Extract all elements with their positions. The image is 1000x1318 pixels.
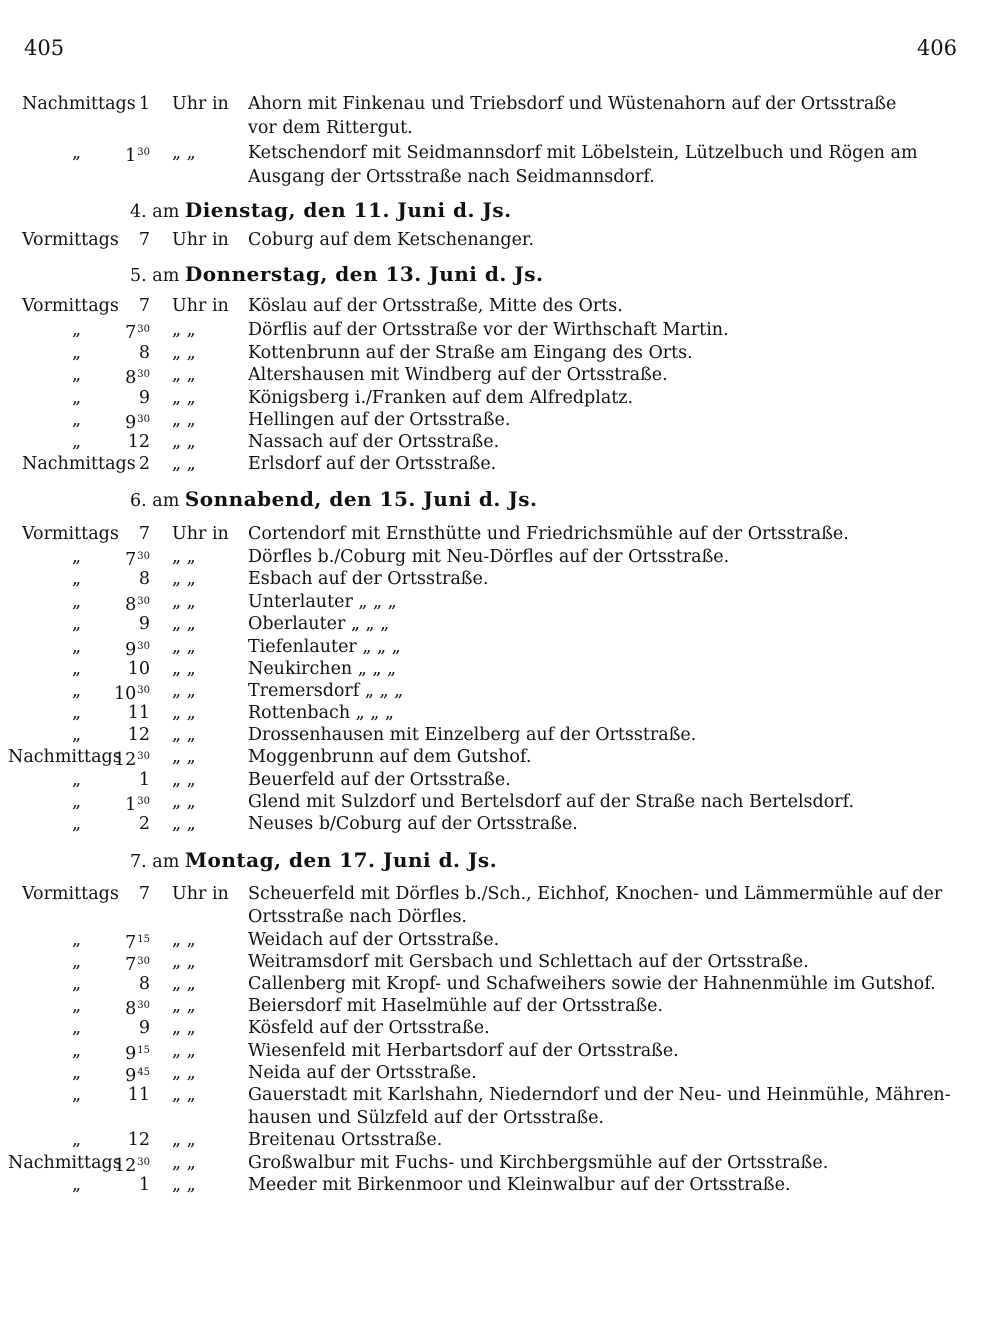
uhr-label: „ „ <box>172 952 196 972</box>
hour: $7^{30}$ <box>125 955 150 975</box>
ditto-mark: „ <box>72 1130 82 1150</box>
hour: $8^{30}$ <box>125 595 150 615</box>
location-text: Moggenbrunn auf dem Gutshof. <box>248 747 532 767</box>
section-number: 5. am <box>130 266 185 286</box>
uhr-label: „ „ <box>172 637 196 657</box>
uhr-label: „ „ <box>172 703 196 723</box>
location-text: Köslau auf der Ortsstraße, Mitte des Orts. <box>248 296 623 316</box>
schedule-row <box>0 635 1000 659</box>
location-text: Neuses b/Coburg auf der Ortsstraße. <box>248 814 578 834</box>
ditto-mark: „ <box>72 703 82 723</box>
ditto-mark: „ <box>72 725 82 745</box>
hour: $8^{30}$ <box>125 999 150 1019</box>
hour: 9 <box>138 388 150 408</box>
ditto-mark: „ <box>72 569 82 589</box>
minutes: 30 <box>137 324 150 335</box>
ditto-mark: „ <box>72 365 82 385</box>
schedule-row <box>0 228 1000 252</box>
location-text: Altershausen mit Windberg auf der Ortsstraße. <box>248 365 668 385</box>
uhr-label: Uhr in <box>172 524 229 544</box>
schedule-row <box>0 972 1000 996</box>
minutes: 30 <box>137 596 150 607</box>
minutes: 15 <box>137 934 150 945</box>
section-number: 4. am <box>130 202 185 222</box>
hour: 8 <box>138 974 150 994</box>
location-text: Königsberg i./Franken auf dem Alfredplatz. <box>248 388 634 408</box>
schedule-row <box>0 363 1000 387</box>
section-title: Donnerstag, den 13. Juni d. Js. <box>184 262 544 286</box>
location-text: Rottenbach „ „ „ <box>248 703 394 723</box>
ditto-mark: „ <box>72 659 82 679</box>
schedule-row <box>0 430 1000 454</box>
schedule-row <box>0 612 1000 636</box>
hour: 1 <box>138 1175 150 1195</box>
time-of-day: Vormittags <box>22 524 119 544</box>
location-text: Beuerfeld auf der Ortsstraße. <box>248 770 511 790</box>
location-text: Weidach auf der Ortsstraße. <box>248 930 500 950</box>
uhr-label: „ „ <box>172 432 196 452</box>
location-text: Neida auf der Ortsstraße. <box>248 1063 477 1083</box>
hour: $7^{15}$ <box>125 933 150 953</box>
hour: $9^{30}$ <box>125 640 150 660</box>
schedule-row <box>0 141 1000 165</box>
hour: $7^{30}$ <box>125 323 150 343</box>
schedule-row <box>0 790 1000 814</box>
uhr-label: „ „ <box>172 1085 196 1105</box>
location-text: Ortsstraße nach Dörfles. <box>248 907 467 927</box>
schedule-row <box>0 1083 1000 1107</box>
schedule-row <box>0 812 1000 836</box>
ditto-mark: „ <box>72 1085 82 1105</box>
section-title: Dienstag, den 11. Juni d. Js. <box>184 198 512 222</box>
uhr-label: „ „ <box>172 681 196 701</box>
time-of-day: Vormittags <box>22 884 119 904</box>
uhr-label: „ „ <box>172 320 196 340</box>
uhr-label: Uhr in <box>172 94 229 114</box>
minutes: 30 <box>137 147 150 158</box>
location-text: Tremersdorf „ „ „ <box>248 681 404 701</box>
schedule-row <box>0 701 1000 725</box>
section-heading <box>130 195 512 225</box>
hour: 11 <box>127 703 150 723</box>
minutes: 30 <box>137 641 150 652</box>
location-text: Wiesenfeld mit Herbartsdorf auf der Ortsstraße. <box>248 1041 679 1061</box>
schedule-row <box>0 294 1000 318</box>
hour: 1 <box>138 94 150 114</box>
uhr-label: „ „ <box>172 1063 196 1083</box>
location-text: Unterlauter „ „ „ <box>248 592 397 612</box>
time-of-day: Vormittags <box>22 230 119 250</box>
location-text: Scheuerfeld mit Dörfles b./Sch., Eichhof, Knochen- und Lämmermühle auf der <box>248 884 943 904</box>
ditto-mark: „ <box>72 1175 82 1195</box>
minutes: 30 <box>137 369 150 380</box>
uhr-label: „ „ <box>172 1041 196 1061</box>
time-of-day: Nachmittags <box>8 1153 122 1173</box>
hour: 12 <box>127 725 150 745</box>
hour: $9^{15}$ <box>125 1044 150 1064</box>
location-text: Ahorn mit Finkenau und Triebsdorf und Wüstenahorn auf der Ortsstraße <box>248 94 897 114</box>
location-text: Kösfeld auf der Ortsstraße. <box>248 1018 490 1038</box>
location-text: Meeder mit Birkenmoor und Kleinwalbur auf der Ortsstraße. <box>248 1175 791 1195</box>
location-text: Dörflis auf der Ortsstraße vor der Wirthschaft Martin. <box>248 320 729 340</box>
hour: 7 <box>138 524 150 544</box>
uhr-label: „ „ <box>172 410 196 430</box>
section-heading <box>130 259 543 289</box>
ditto-mark: „ <box>72 432 82 452</box>
schedule-row <box>0 928 1000 952</box>
ditto-mark: „ <box>72 996 82 1016</box>
schedule-row <box>0 723 1000 747</box>
time-of-day: Nachmittags <box>22 94 136 114</box>
uhr-label: „ „ <box>172 343 196 363</box>
schedule-row <box>0 745 1000 769</box>
minutes: 30 <box>137 414 150 425</box>
uhr-label: „ „ <box>172 614 196 634</box>
minutes: 30 <box>137 956 150 967</box>
hour: 7 <box>138 230 150 250</box>
schedule-row <box>0 1106 1000 1130</box>
minutes: 30 <box>137 551 150 562</box>
uhr-label: „ „ <box>172 659 196 679</box>
ditto-mark: „ <box>72 681 82 701</box>
location-text: Dörfles b./Coburg mit Neu-Dörfles auf der Ortsstraße. <box>248 547 730 567</box>
location-text: Neukirchen „ „ „ <box>248 659 397 679</box>
location-text: Cortendorf mit Ernsthütte und Friedrichsmühle auf der Ortsstraße. <box>248 524 849 544</box>
location-text: Coburg auf dem Ketschenanger. <box>248 230 534 250</box>
ditto-mark: „ <box>72 614 82 634</box>
ditto-mark: „ <box>72 974 82 994</box>
schedule-row <box>0 950 1000 974</box>
uhr-label: „ „ <box>172 454 196 474</box>
ditto-mark: „ <box>72 930 82 950</box>
schedule-row <box>0 1173 1000 1197</box>
minutes: 45 <box>137 1067 150 1078</box>
minutes: 30 <box>137 1157 150 1168</box>
ditto-mark: „ <box>72 770 82 790</box>
schedule-row <box>0 408 1000 432</box>
schedule-row <box>0 318 1000 342</box>
ditto-mark: „ <box>72 952 82 972</box>
time-of-day: Nachmittags <box>8 747 122 767</box>
uhr-label: „ „ <box>172 996 196 1016</box>
hour: $10^{30}$ <box>113 684 150 704</box>
location-text: Nassach auf der Ortsstraße. <box>248 432 500 452</box>
schedule-row <box>0 1016 1000 1040</box>
uhr-label: „ „ <box>172 725 196 745</box>
ditto-mark: „ <box>72 320 82 340</box>
hour: $12^{30}$ <box>113 750 150 770</box>
location-text: vor dem Rittergut. <box>248 118 413 138</box>
uhr-label: „ „ <box>172 388 196 408</box>
schedule-row <box>0 522 1000 546</box>
location-text: Esbach auf der Ortsstraße. <box>248 569 489 589</box>
hour: 11 <box>127 1085 150 1105</box>
hour: $12^{30}$ <box>113 1156 150 1176</box>
minutes: 30 <box>137 685 150 696</box>
schedule-row <box>0 165 1000 189</box>
location-text: Breitenau Ortsstraße. <box>248 1130 443 1150</box>
uhr-label: „ „ <box>172 547 196 567</box>
ditto-mark: „ <box>72 388 82 408</box>
hour: 9 <box>138 614 150 634</box>
uhr-label: „ „ <box>172 569 196 589</box>
uhr-label: „ „ <box>172 143 196 163</box>
uhr-label: „ „ <box>172 365 196 385</box>
ditto-mark: „ <box>72 592 82 612</box>
location-text: Weitramsdorf mit Gersbach und Schlettach auf der Ortsstraße. <box>248 952 809 972</box>
location-text: hausen und Sülzfeld auf der Ortsstraße. <box>248 1108 605 1128</box>
uhr-label: „ „ <box>172 592 196 612</box>
uhr-label: „ „ <box>172 1130 196 1150</box>
schedule-row <box>0 1151 1000 1175</box>
schedule-row <box>0 882 1000 906</box>
ditto-mark: „ <box>72 343 82 363</box>
minutes: 30 <box>137 1000 150 1011</box>
hour: 2 <box>138 814 150 834</box>
location-text: Callenberg mit Kropf- und Schafweihers sowie der Hahnenmühle im Gutshof. <box>248 974 936 994</box>
page-number-left: 405 <box>24 36 65 60</box>
location-text: Gauerstadt mit Karlshahn, Niederndorf und der Neu- und Heinmühle, Mähren- <box>248 1085 951 1105</box>
time-of-day: Vormittags <box>22 296 119 316</box>
uhr-label: „ „ <box>172 1153 196 1173</box>
page-number-right: 406 <box>916 36 957 60</box>
section-number: 7. am <box>130 852 185 872</box>
schedule-row <box>0 994 1000 1018</box>
location-text: Beiersdorf mit Haselmühle auf der Ortsstraße. <box>248 996 664 1016</box>
location-text: Großwalbur mit Fuchs- und Kirchbergsmühle auf der Ortsstraße. <box>248 1153 829 1173</box>
location-text: Oberlauter „ „ „ <box>248 614 390 634</box>
uhr-label: Uhr in <box>172 230 229 250</box>
schedule-row <box>0 1061 1000 1085</box>
section-heading <box>130 845 497 875</box>
uhr-label: „ „ <box>172 792 196 812</box>
schedule-row <box>0 679 1000 703</box>
hour: $1^{30}$ <box>125 146 150 166</box>
ditto-mark: „ <box>72 792 82 812</box>
schedule-row <box>0 1128 1000 1152</box>
time-of-day: Nachmittags <box>22 454 136 474</box>
schedule-row <box>0 905 1000 929</box>
uhr-label: Uhr in <box>172 296 229 316</box>
section-heading <box>130 484 538 514</box>
hour: $9^{45}$ <box>125 1066 150 1086</box>
section-title: Sonnabend, den 15. Juni d. Js. <box>184 487 538 511</box>
schedule-row <box>0 116 1000 140</box>
section-number: 6. am <box>130 491 185 511</box>
schedule-row <box>0 657 1000 681</box>
hour: $9^{30}$ <box>125 413 150 433</box>
uhr-label: „ „ <box>172 747 196 767</box>
location-text: Glend mit Sulzdorf und Bertelsdorf auf der Straße nach Bertelsdorf. <box>248 792 855 812</box>
hour: 8 <box>138 569 150 589</box>
uhr-label: „ „ <box>172 974 196 994</box>
uhr-label: „ „ <box>172 770 196 790</box>
uhr-label: „ „ <box>172 1175 196 1195</box>
ditto-mark: „ <box>72 1063 82 1083</box>
location-text: Drossenhausen mit Einzelberg auf der Ortsstraße. <box>248 725 697 745</box>
hour: 2 <box>138 454 150 474</box>
location-text: Hellingen auf der Ortsstraße. <box>248 410 511 430</box>
uhr-label: „ „ <box>172 1018 196 1038</box>
schedule-row <box>0 545 1000 569</box>
schedule-row <box>0 1039 1000 1063</box>
ditto-mark: „ <box>72 410 82 430</box>
schedule-row <box>0 567 1000 591</box>
ditto-mark: „ <box>72 814 82 834</box>
location-text: Erlsdorf auf der Ortsstraße. <box>248 454 497 474</box>
hour: 12 <box>127 432 150 452</box>
location-text: Ausgang der Ortsstraße nach Seidmannsdorf. <box>248 167 655 187</box>
uhr-label: Uhr in <box>172 884 229 904</box>
ditto-mark: „ <box>72 143 82 163</box>
hour: $7^{30}$ <box>125 550 150 570</box>
location-text: Kottenbrunn auf der Straße am Eingang des Orts. <box>248 343 693 363</box>
hour: 9 <box>138 1018 150 1038</box>
schedule-row <box>0 590 1000 614</box>
schedule-row <box>0 341 1000 365</box>
ditto-mark: „ <box>72 1041 82 1061</box>
ditto-mark: „ <box>72 1018 82 1038</box>
uhr-label: „ „ <box>172 814 196 834</box>
ditto-mark: „ <box>72 637 82 657</box>
minutes: 30 <box>137 796 150 807</box>
schedule-row <box>0 92 1000 116</box>
hour: 8 <box>138 343 150 363</box>
minutes: 15 <box>137 1045 150 1056</box>
section-title: Montag, den 17. Juni d. Js. <box>184 848 498 872</box>
hour: 12 <box>127 1130 150 1150</box>
schedule-row <box>0 386 1000 410</box>
uhr-label: „ „ <box>172 930 196 950</box>
location-text: Ketschendorf mit Seidmannsdorf mit Löbelstein, Lützelbuch und Rögen am <box>248 143 918 163</box>
hour: 1 <box>138 770 150 790</box>
hour: $1^{30}$ <box>125 795 150 815</box>
ditto-mark: „ <box>72 547 82 567</box>
location-text: Tiefenlauter „ „ „ <box>248 637 401 657</box>
hour: 10 <box>127 659 150 679</box>
hour: 7 <box>138 884 150 904</box>
hour: $8^{30}$ <box>125 368 150 388</box>
schedule-row <box>0 768 1000 792</box>
hour: 7 <box>138 296 150 316</box>
minutes: 30 <box>137 751 150 762</box>
schedule-row <box>0 452 1000 476</box>
